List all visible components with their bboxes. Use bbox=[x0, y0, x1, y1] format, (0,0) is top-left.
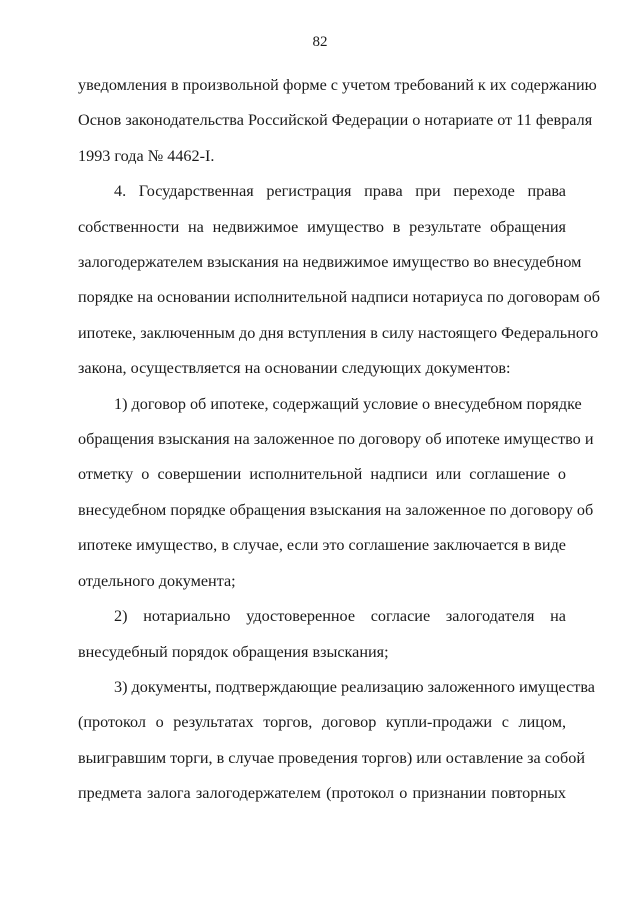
text-line: 3) документы, подтверждающие реализацию заложенного имущества bbox=[114, 677, 595, 696]
text-line: обращения взыскания на заложенное по договору об ипотеке имущество и bbox=[78, 430, 594, 449]
text-line: 1) договор об ипотеке, содержащий условие о внесудебном порядке bbox=[114, 394, 582, 413]
paragraph-subitem-2 bbox=[78, 599, 566, 670]
text-line: 4. Государственная регистрация права при переходе права bbox=[114, 182, 566, 201]
text-line: отметку о совершении исполнительной надписи или соглашение о bbox=[78, 465, 566, 484]
text-line: выигравшим торги, в случае проведения торгов) или оставление за собой bbox=[78, 748, 586, 767]
text-line: внесудебном порядке обращения взыскания на заложенное по договору об bbox=[78, 500, 594, 519]
text-line: внесудебный порядок обращения взыскания; bbox=[78, 642, 389, 661]
text-line: отдельного документа; bbox=[78, 571, 236, 590]
text-line: ипотеке, заключенным до дня вступления в силу настоящего Федерального bbox=[78, 323, 599, 342]
paragraph-item-4 bbox=[78, 174, 600, 386]
text-line: порядке на основании исполнительной надписи нотариуса по договорам об bbox=[78, 288, 600, 307]
text-line: 2) нотариально удостоверенное согласие залогодателя на bbox=[114, 607, 566, 626]
text-line: 1993 года № 4462-I. bbox=[78, 146, 215, 165]
document-body bbox=[78, 68, 600, 812]
paragraph-subitem-3 bbox=[78, 670, 595, 812]
paragraph-continuation bbox=[78, 68, 597, 174]
paragraph-subitem-1 bbox=[78, 387, 594, 599]
text-line: ипотеке имущество, в случае, если это соглашение заключается в виде bbox=[78, 536, 566, 555]
text-line: уведомления в произвольной форме с учетом требований к их содержанию bbox=[78, 76, 597, 94]
text-line: предмета залога залогодержателем (протокол о признании повторных bbox=[78, 784, 566, 803]
text-line: залогодержателем взыскания на недвижимое имущество во внесудебном bbox=[78, 253, 582, 272]
text-line: (протокол о результатах торгов, договор купли-продажи с лицом, bbox=[78, 713, 566, 732]
text-line: закона, осуществляется на основании следующих документов: bbox=[78, 359, 511, 378]
text-line: Основ законодательства Российской Федерации о нотариате от 11 февраля bbox=[78, 111, 593, 130]
text-line: собственности на недвижимое имущество в результате обращения bbox=[78, 217, 566, 236]
page-number: 82 bbox=[312, 34, 328, 50]
